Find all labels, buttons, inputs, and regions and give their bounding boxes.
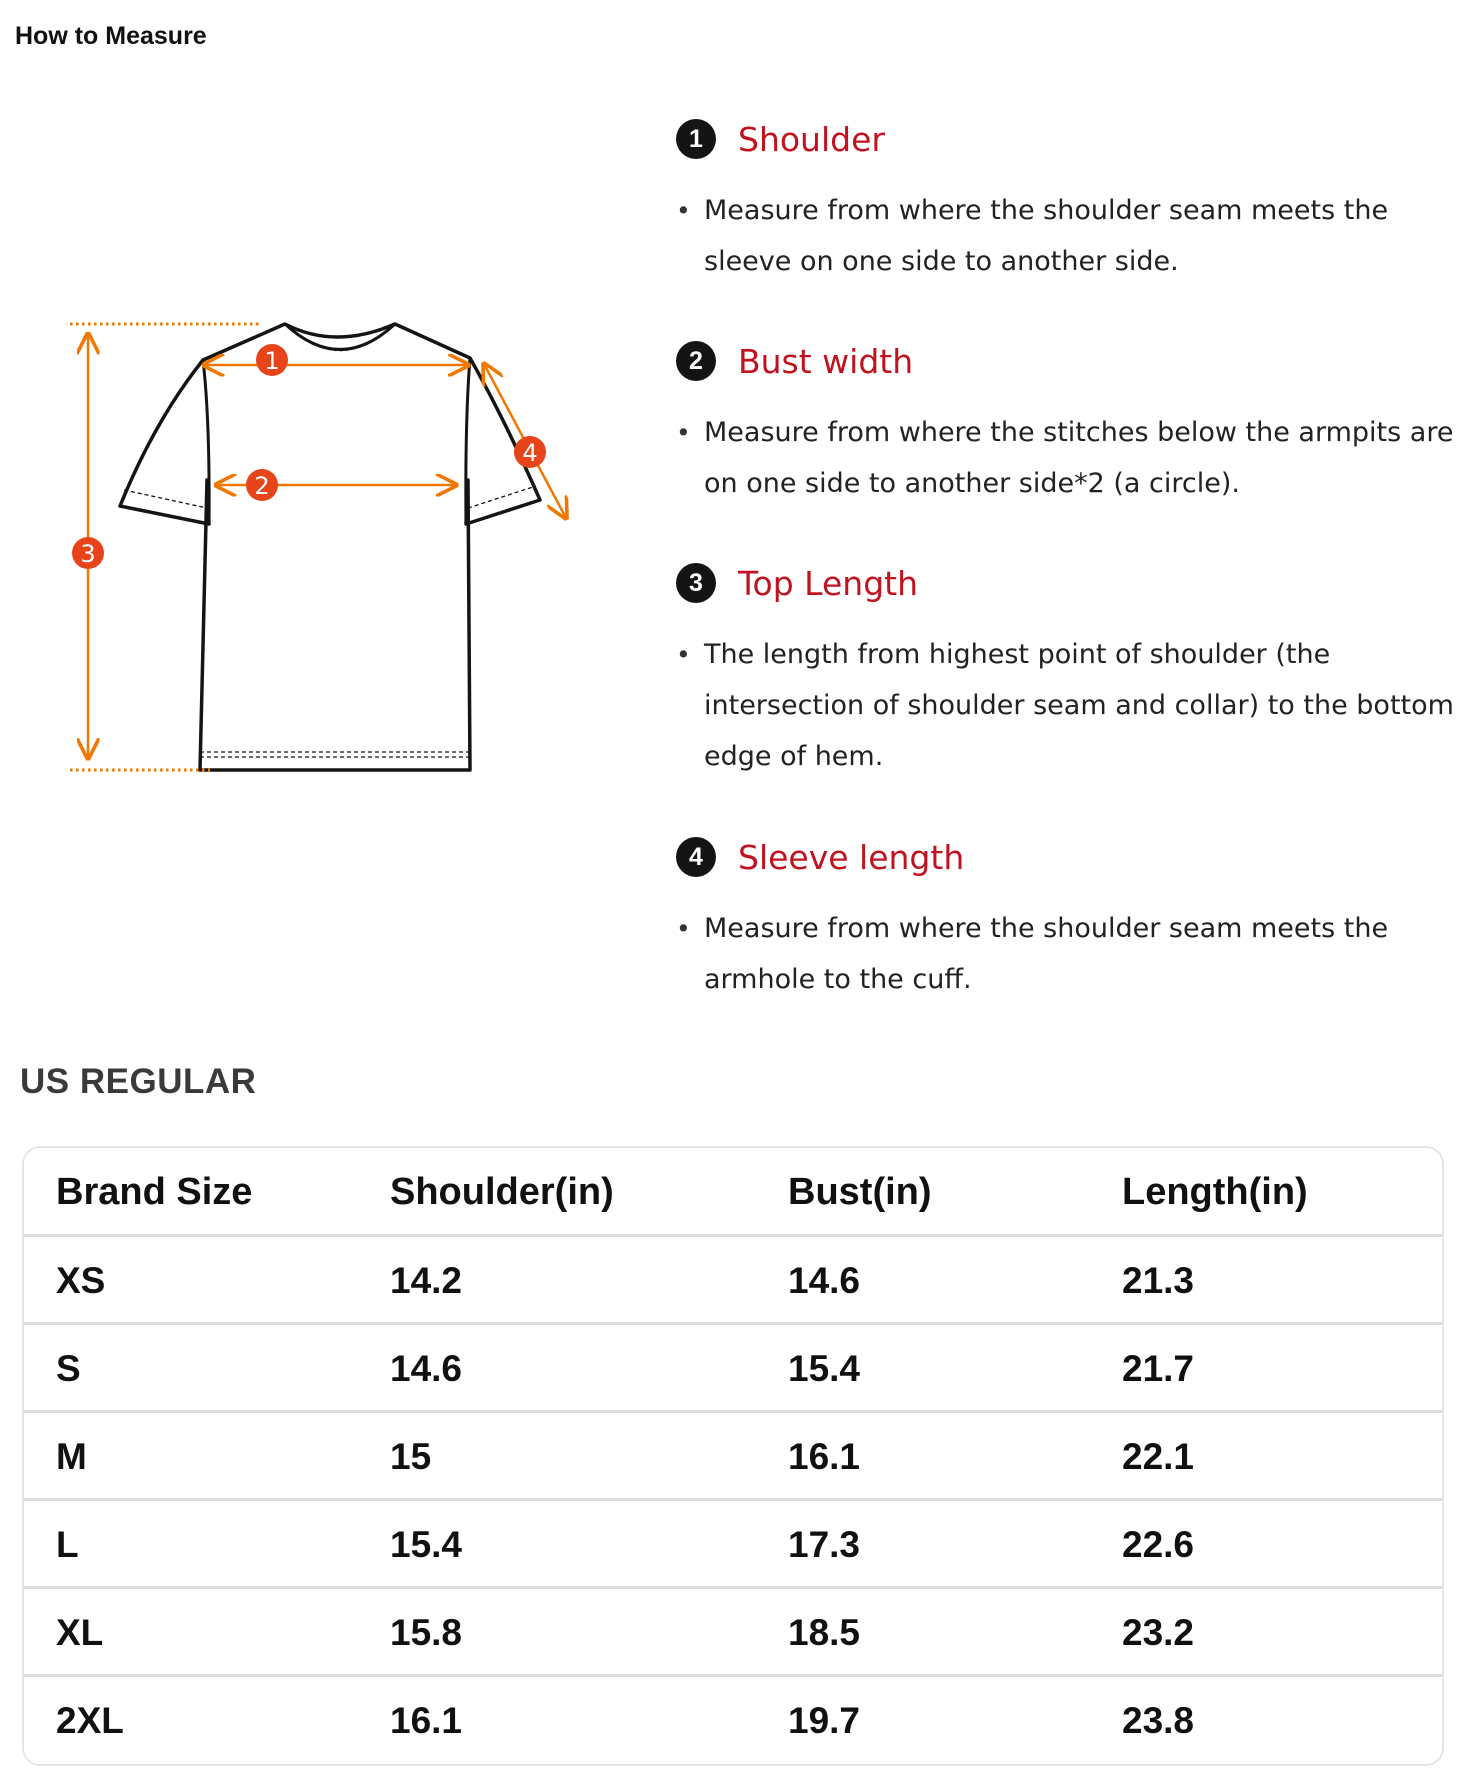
measure-title: Top Length bbox=[738, 563, 919, 603]
svg-text:3: 3 bbox=[80, 540, 96, 568]
cell-bust: 17.3 bbox=[788, 1524, 861, 1565]
cell-shoulder: 15 bbox=[390, 1436, 432, 1477]
bullet: • bbox=[676, 914, 691, 943]
cell-bust: 19.7 bbox=[788, 1700, 861, 1741]
table-row bbox=[24, 1234, 1442, 1325]
tshirt-outline bbox=[120, 324, 540, 770]
cell-shoulder: 15.8 bbox=[390, 1612, 463, 1653]
cell-length: 23.2 bbox=[1122, 1612, 1195, 1653]
table-row bbox=[24, 1322, 1442, 1413]
cell-bust: 14.6 bbox=[788, 1260, 861, 1301]
measure-title: Sleeve length bbox=[738, 837, 965, 877]
cell-size: XL bbox=[56, 1612, 104, 1653]
marker-1 bbox=[256, 344, 288, 376]
table-row bbox=[24, 1498, 1442, 1589]
cell-size: S bbox=[56, 1348, 81, 1389]
cell-length: 21.7 bbox=[1122, 1348, 1195, 1389]
header-bust: Bust(in) bbox=[788, 1171, 932, 1213]
table-row bbox=[24, 1586, 1442, 1677]
cell-size: 2XL bbox=[56, 1700, 124, 1741]
cell-length: 21.3 bbox=[1122, 1260, 1195, 1301]
header-brand-size: Brand Size bbox=[56, 1171, 253, 1213]
size-chart-table bbox=[22, 1146, 1444, 1766]
marker-3 bbox=[72, 537, 104, 569]
cell-size: XS bbox=[56, 1260, 106, 1301]
table-header-row bbox=[24, 1148, 1442, 1236]
tshirt-measure-diagram bbox=[0, 300, 620, 780]
bullet: • bbox=[676, 418, 691, 447]
measure-shoulder bbox=[676, 115, 1456, 287]
cell-length: 22.1 bbox=[1122, 1436, 1195, 1477]
measure-bust bbox=[676, 337, 1456, 509]
bullet: • bbox=[676, 196, 691, 225]
measure-sleeve bbox=[676, 833, 1456, 1005]
cell-shoulder: 16.1 bbox=[390, 1700, 463, 1741]
number-badge: 3 bbox=[676, 563, 716, 603]
cell-shoulder: 14.2 bbox=[390, 1260, 463, 1301]
cell-shoulder: 15.4 bbox=[390, 1524, 463, 1565]
number-badge: 1 bbox=[676, 119, 716, 159]
header-shoulder: Shoulder(in) bbox=[390, 1171, 614, 1213]
measure-text: Measure from where the shoulder seam meets the armhole to the cuff. bbox=[704, 913, 1389, 995]
number-badge: 2 bbox=[676, 341, 716, 381]
cell-bust: 16.1 bbox=[788, 1436, 861, 1477]
number-badge: 4 bbox=[676, 837, 716, 877]
cell-size: M bbox=[56, 1436, 87, 1477]
table-row bbox=[24, 1674, 1442, 1765]
measure-title: Shoulder bbox=[738, 119, 885, 159]
page-title: How to Measure bbox=[15, 22, 207, 50]
cell-bust: 15.4 bbox=[788, 1348, 861, 1389]
bullet: • bbox=[676, 640, 691, 669]
svg-text:2: 2 bbox=[254, 472, 270, 500]
measure-top-length bbox=[676, 559, 1456, 782]
header-length: Length(in) bbox=[1122, 1171, 1308, 1213]
measure-text: The length from highest point of shoulder (the intersection of shoulder seam and collar) to the bottom edge of hem. bbox=[704, 639, 1454, 772]
svg-text:4: 4 bbox=[522, 439, 538, 467]
svg-text:1: 1 bbox=[264, 347, 280, 375]
table-row bbox=[24, 1410, 1442, 1501]
marker-2 bbox=[246, 469, 278, 501]
cell-length: 22.6 bbox=[1122, 1524, 1195, 1565]
size-region-title: US REGULAR bbox=[20, 1062, 257, 1101]
cell-shoulder: 14.6 bbox=[390, 1348, 463, 1389]
marker-4 bbox=[514, 436, 546, 468]
cell-length: 23.8 bbox=[1122, 1700, 1195, 1741]
cell-size: L bbox=[56, 1524, 79, 1565]
measure-text: Measure from where the stitches below the armpits are on one side to another side*2 (a circle). bbox=[704, 417, 1454, 499]
cell-bust: 18.5 bbox=[788, 1612, 861, 1653]
measure-title: Bust width bbox=[738, 341, 914, 381]
measure-text: Measure from where the shoulder seam meets the sleeve on one side to another side. bbox=[704, 195, 1389, 277]
